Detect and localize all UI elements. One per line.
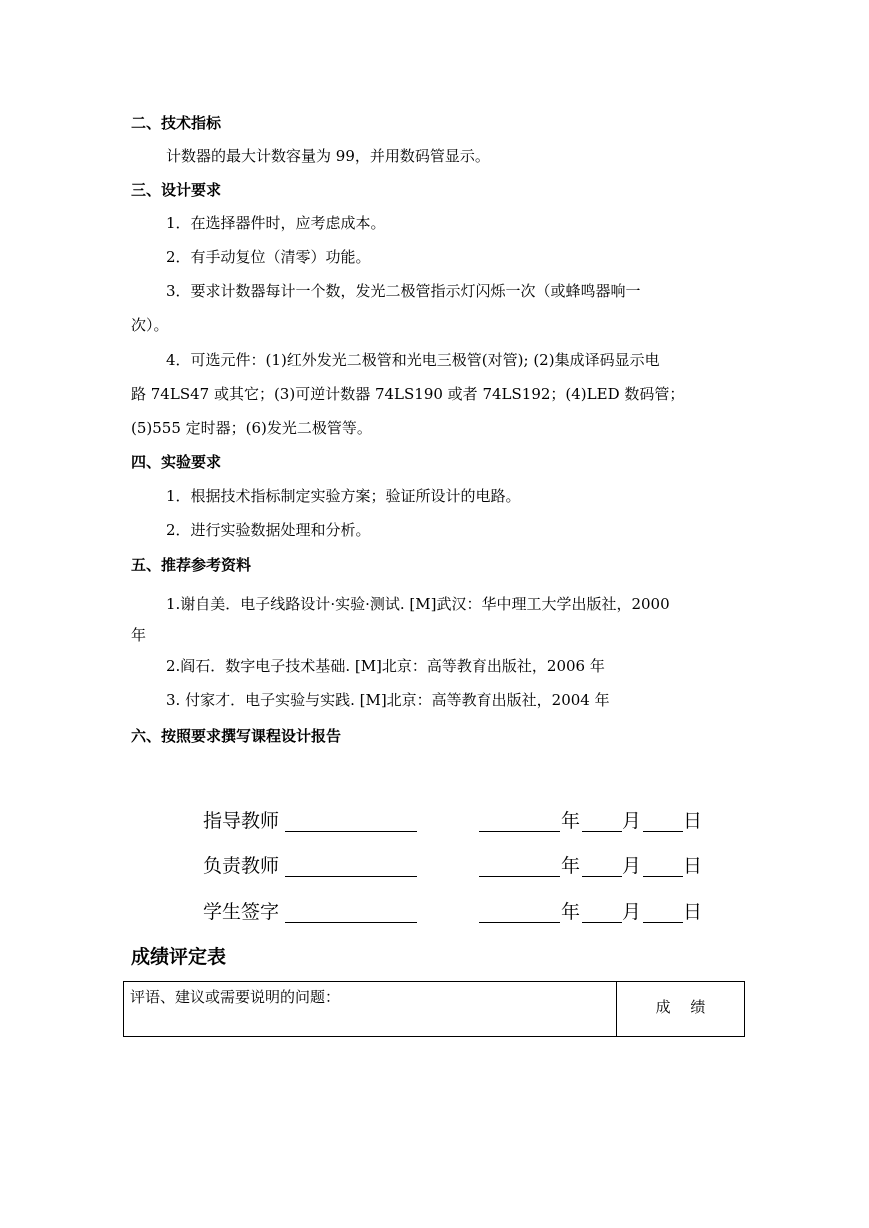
year-unit: 年 <box>561 810 581 832</box>
signature-line <box>285 922 417 923</box>
signature-line <box>285 876 417 877</box>
section-heading: 六、按照要求撰写课程设计报告 <box>131 727 342 745</box>
comment-cell[interactable] <box>124 982 617 1037</box>
month-line <box>582 876 622 877</box>
grade-table-title: 成绩评定表 <box>131 946 227 968</box>
paragraph-line: 2．有手动复位（清零）功能。 <box>166 248 371 266</box>
grade-label: 成 绩 <box>655 998 706 1016</box>
day-line <box>643 831 683 832</box>
month-unit: 月 <box>622 901 642 923</box>
year-line <box>479 876 560 877</box>
paragraph-line: 路 74LS47 或其它；(3)可逆计数器 74LS190 或者 74LS192；(4)LED 数码管； <box>131 385 685 403</box>
grade-table <box>123 981 745 1037</box>
signature-label: 负责教师 <box>203 855 280 877</box>
month-unit: 月 <box>622 855 642 877</box>
reference-item: 3. 付家才．电子实验与实践. [M]北京：高等教育出版社，2004 年 <box>166 691 610 709</box>
day-line <box>643 922 683 923</box>
day-unit: 日 <box>683 855 703 877</box>
year-unit: 年 <box>561 855 581 877</box>
paragraph-line: (5)555 定时器；(6)发光二极管等。 <box>131 419 372 437</box>
paragraph-line: 1．根据技术指标制定实验方案；验证所设计的电路。 <box>166 487 521 505</box>
year-line <box>479 831 560 832</box>
reference-item: 2.阎石．数字电子技术基础. [M]北京：高等教育出版社，2006 年 <box>166 657 605 675</box>
paragraph-line: 4．可选元件：(1)红外发光二极管和光电三极管(对管); (2)集成译码显示电 <box>166 351 660 369</box>
comment-label: 评语、建议或需要说明的问题： <box>130 988 341 1006</box>
signature-label: 学生签字 <box>203 901 280 923</box>
paragraph-line: 次）。 <box>131 316 169 334</box>
month-line <box>582 831 622 832</box>
month-line <box>582 922 622 923</box>
grade-cell[interactable] <box>617 982 745 1037</box>
section-heading: 四、实验要求 <box>131 453 222 471</box>
signature-line <box>285 831 417 832</box>
paragraph-line: 3．要求计数器每计一个数，发光二极管指示灯闪烁一次（或蜂鸣器响一 <box>166 282 641 300</box>
section-heading: 二、技术指标 <box>131 114 222 132</box>
signature-label: 指导教师 <box>203 810 280 832</box>
reference-item: 年 <box>131 626 147 644</box>
section-heading: 五、推荐参考资料 <box>131 556 252 574</box>
day-unit: 日 <box>683 810 703 832</box>
month-unit: 月 <box>622 810 642 832</box>
section-heading: 三、设计要求 <box>131 181 222 199</box>
paragraph-line: 计数器的最大计数容量为 99，并用数码管显示。 <box>166 147 490 165</box>
paragraph-line: 2．进行实验数据处理和分析。 <box>166 521 371 539</box>
year-line <box>479 922 560 923</box>
year-unit: 年 <box>561 901 581 923</box>
day-unit: 日 <box>683 901 703 923</box>
reference-item: 1.谢自美．电子线路设计·实验·测试. [M]武汉：华中理工大学出版社，2000 <box>166 595 670 613</box>
day-line <box>643 876 683 877</box>
paragraph-line: 1．在选择器件时，应考虑成本。 <box>166 214 386 232</box>
